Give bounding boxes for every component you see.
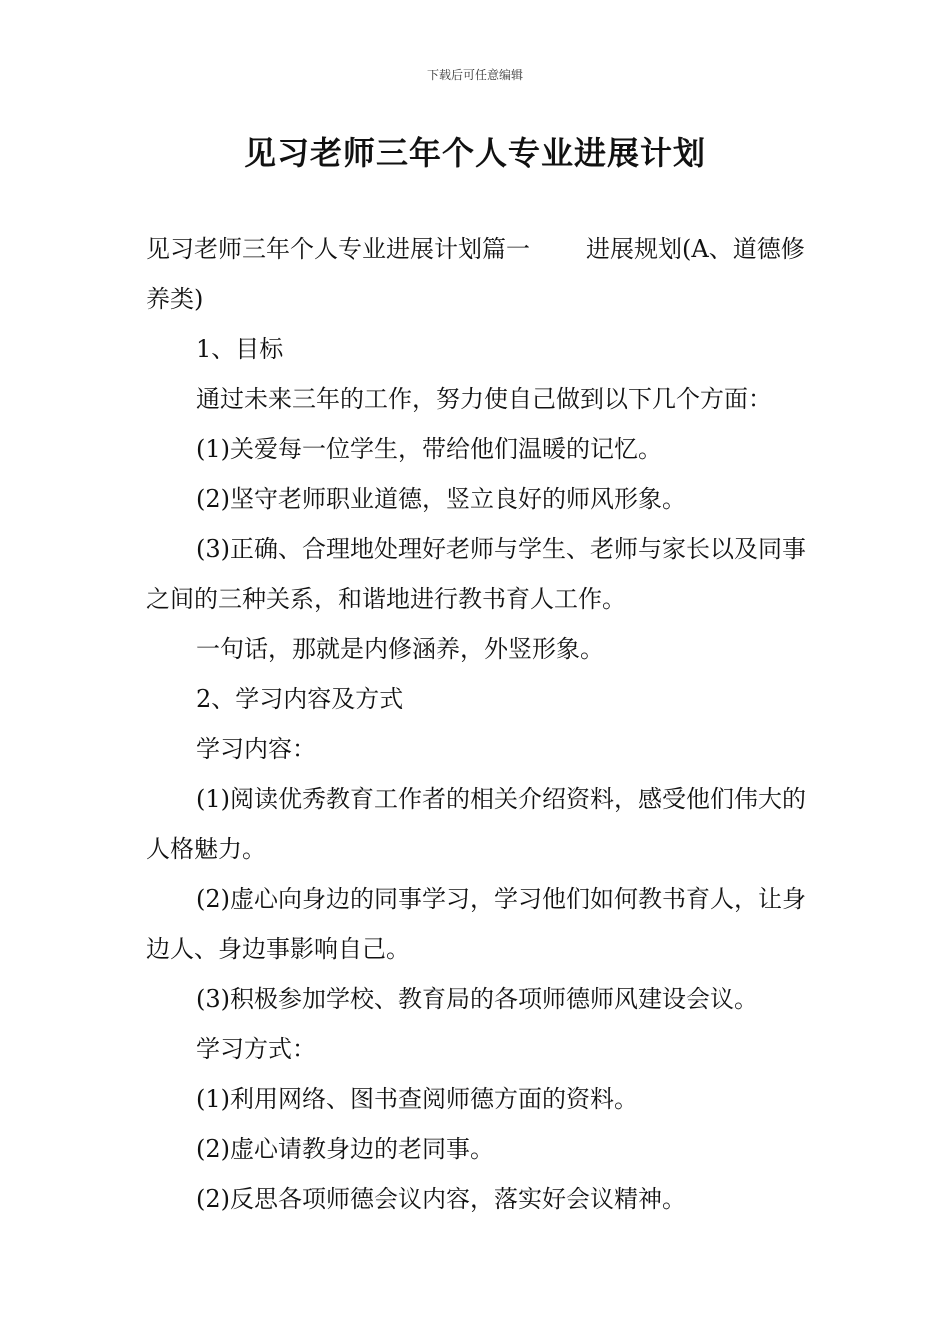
paragraph-goal-2: (2)坚守老师职业道德，竖立良好的师风形象。 [196,485,686,513]
paragraph-study-content-3: (3)积极参加学校、教育局的各项师德师风建设会议。 [196,985,758,1013]
paragraph-study-method-1: (1)利用网络、图书查阅师德方面的资料。 [196,1085,638,1113]
section-subheading: 进展规划(A、道德修养类) [146,235,805,313]
paragraph-study-heading: 2、学习内容及方式 [196,685,404,713]
paragraph-study-method-label: 学习方式： [196,1035,316,1063]
paragraph-study-content-label: 学习内容： [196,735,316,763]
paragraph-study-method-2: (2)虚心请教身边的老同事。 [196,1135,494,1163]
paragraph-goal-heading: 1、目标 [196,335,284,363]
paragraph-study-content-1: (1)阅读优秀教育工作者的相关介绍资料，感受他们伟大的人格魅力。 [146,785,806,863]
paragraph-goal-3: (3)正确、合理地处理好老师与学生、老师与家长以及同事之间的三种关系，和谐地进行教书育人工作。 [146,535,806,613]
paragraph-goal-intro: 通过未来三年的工作，努力使自己做到以下几个方面： [196,385,772,413]
paragraph-study-content-2: (2)虚心向身边的同事学习，学习他们如何教书育人，让身边人、身边事影响自己。 [146,885,806,963]
section-heading: 见习老师三年个人专业进展计划篇一 [146,235,530,263]
paragraph-summary: 一句话，那就是内修涵养，外竖形象。 [196,635,604,663]
document-title: 见习老师三年个人专业进展计划 [243,134,706,172]
paragraph-goal-1: (1)关爱每一位学生，带给他们温暖的记忆。 [196,435,662,463]
paragraph-intro [146,224,810,324]
document-body [146,224,810,1224]
paragraph-study-method-3: (2)反思各项师德会议内容，落实好会议精神。 [196,1185,686,1213]
page-header-note: 下载后可任意编辑 [426,68,523,82]
